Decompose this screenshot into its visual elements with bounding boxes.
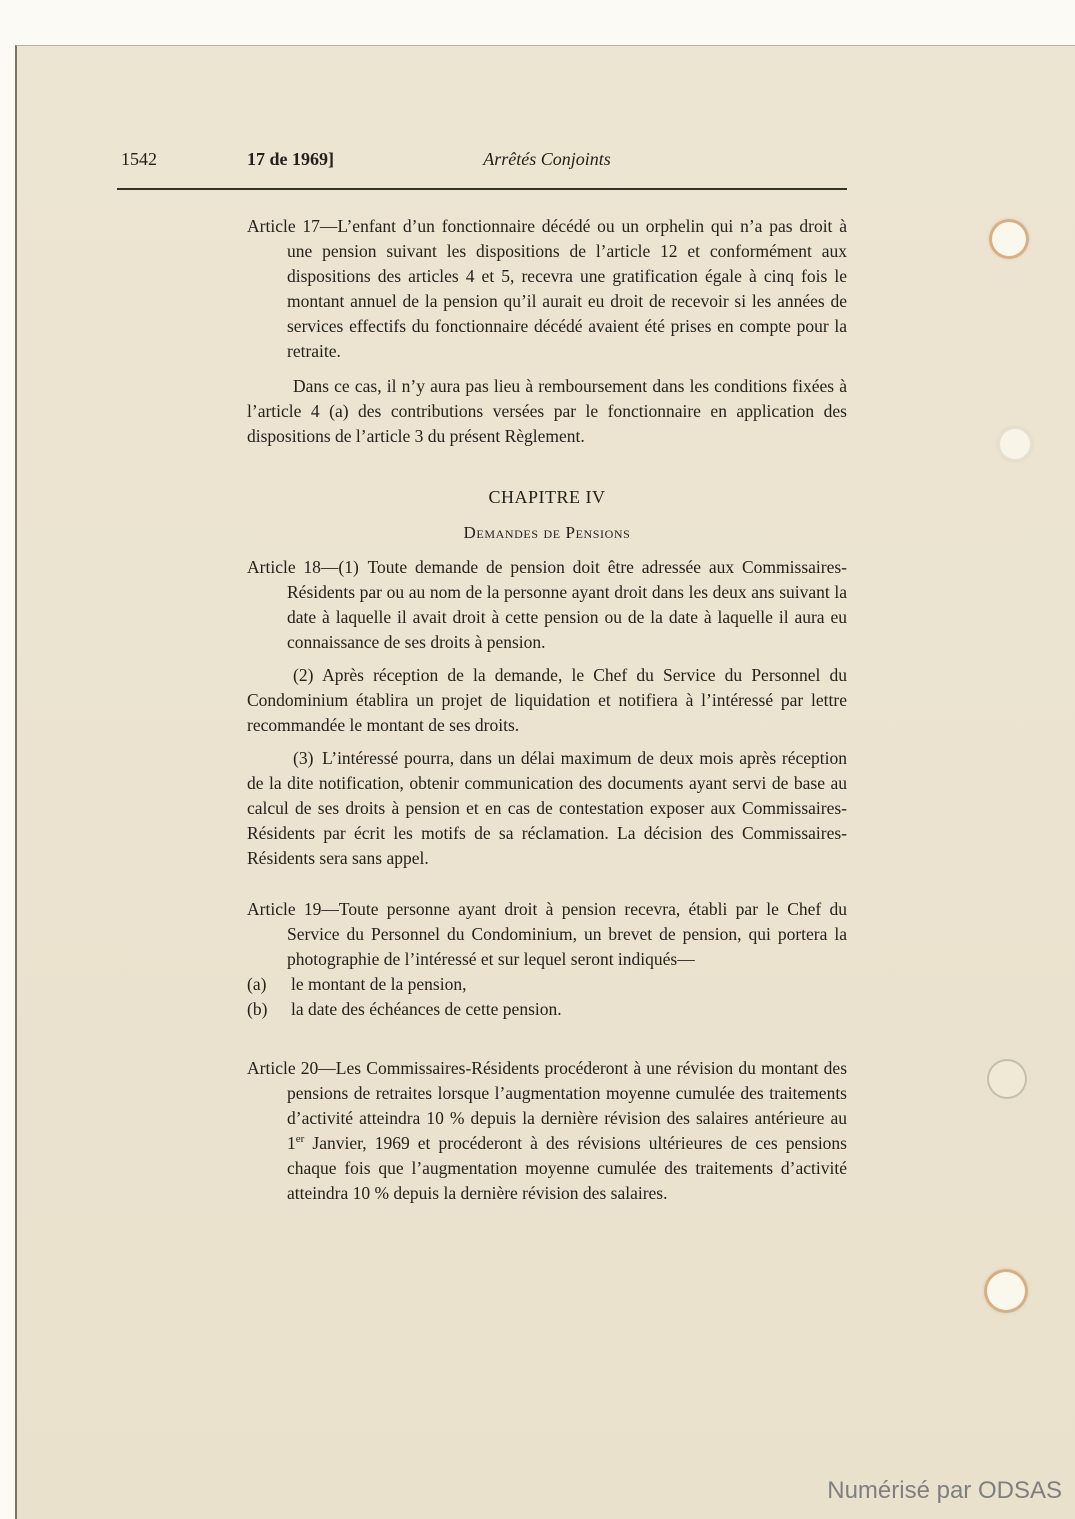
chapter-title: CHAPITRE IV bbox=[488, 487, 606, 507]
article-19-item-b bbox=[247, 997, 847, 1022]
article-18-paragraph-1: Article 18—(1) Toute demande de pension doit être adressée aux Commissaires-Résidents par ou au nom de la personne ayant droit dans les deux ans suivant la date à laquelle il avait droit à cette pension ou de la date à laquelle il aura eu connaissance de ses droits à pension. bbox=[247, 557, 847, 652]
punch-hole bbox=[984, 1269, 1028, 1313]
list-item-text: le montant de la pension, bbox=[291, 974, 467, 994]
article-17-paragraph-2: Dans ce cas, il n’y aura pas lieu à remboursement dans les conditions fixées à l’article 4 (a) des contributions versées par le fonctionnaire en application des dispositions de l’article 3 du présent Règlement. bbox=[247, 376, 847, 446]
article-20-paragraph-1 bbox=[247, 1056, 847, 1206]
punch-hole bbox=[987, 1059, 1027, 1099]
article-19-item-a bbox=[247, 972, 847, 997]
list-item-label: (b) bbox=[247, 999, 268, 1019]
article-17-paragraph-1: Article 17—L’enfant d’un fonctionnaire décédé ou un orphelin qui n’a pas droit à une pension suivant les dispositions de l’article 12 et conformément aux dispositions des articles 4 et 5, recevra une gratification égale à cinq fois le montant annuel de la pension qu’il aurait eu droit de recevoir si les années de services effectifs du fonctionnaire décédé avaient été prises en compte pour la retraite. bbox=[247, 216, 847, 361]
document-body bbox=[247, 214, 847, 1206]
list-item-label: (a) bbox=[247, 974, 267, 994]
odsas-watermark: Numérisé par ODSAS bbox=[827, 1477, 1062, 1504]
list-item-text: la date des échéances de cette pension. bbox=[291, 999, 562, 1019]
article-20-text-start: Article 20—Les Commissaires-Résidents procéderont à une révision du montant des pensions de retraites lorsque l’augmentation moyenne cumulée des traitements d’activité atteindra 10 % depuis la dernière révision des salaires antérieure au 1 bbox=[247, 1058, 847, 1153]
running-title: Arrêtés Conjoints bbox=[483, 149, 611, 169]
page-header bbox=[117, 149, 847, 175]
chapter-subtitle: Demandes de Pensions bbox=[463, 523, 631, 542]
header-rule bbox=[117, 188, 847, 190]
punch-hole bbox=[989, 219, 1029, 259]
page-number: 1542 bbox=[121, 149, 157, 169]
issue-reference: 17 de 1969] bbox=[247, 149, 334, 169]
page-surface bbox=[15, 45, 1075, 1519]
ordinal-superscript: er bbox=[295, 1133, 305, 1145]
article-18-paragraph-3: (3) L’intéressé pourra, dans un délai maximum de deux mois après réception de la dite notification, obtenir communication des documents ayant servi de base au calcul de ses droits à pension et en cas de contestation exposer aux Commissaires-Résidents par écrit les motifs de sa réclamation. La décision des Commissaires-Résidents sera sans appel. bbox=[247, 748, 847, 868]
page-content bbox=[17, 46, 1075, 1206]
article-18-paragraph-2: (2) Après réception de la demande, le Chef du Service du Personnel du Condominium établira un projet de liquidation et notifiera à l’intéressé par lettre recommandée le montant de ses droits. bbox=[247, 665, 847, 735]
punch-hole bbox=[998, 427, 1032, 461]
article-19-paragraph-1: Article 19—Toute personne ayant droit à pension recevra, établi par le Chef du Service du Personnel du Condominium, un brevet de pension, qui portera la photographie de l’intéressé et sur lequel seront indiqués— bbox=[247, 899, 847, 969]
article-20-text-end: Janvier, 1969 et procéderont à des révisions ultérieures de ces pensions chaque fois que l’augmentation moyenne cumulée des traitements d’activité atteindra 10 % depuis la dernière révision des salaires. bbox=[287, 1133, 847, 1203]
